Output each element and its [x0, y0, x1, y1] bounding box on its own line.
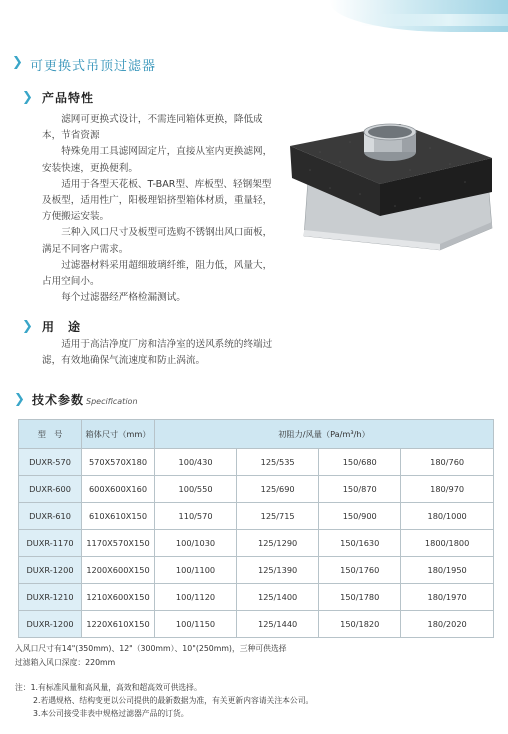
chevron-right-icon: ❯ — [14, 392, 25, 407]
cell-value: 180/760 — [401, 449, 494, 476]
cell-value: 100/550 — [155, 476, 237, 503]
features-text — [42, 112, 278, 306]
header-decoration-swoosh — [360, 14, 508, 26]
cell-value: 150/680 — [319, 449, 401, 476]
cell-size: 1170X570X150 — [82, 530, 155, 557]
table-row — [19, 476, 494, 503]
cell-value: 125/1440 — [237, 611, 319, 638]
note-item: 1.有标准风量和高风量，高效和超高效可供选择。 — [30, 683, 202, 692]
spec-table — [18, 419, 494, 638]
cell-value: 100/1150 — [155, 611, 237, 638]
cell-value: 1800/1800 — [401, 530, 494, 557]
cell-value: 125/715 — [237, 503, 319, 530]
header-resistance: 初阻力/风量（Pa/m³/h） — [155, 420, 494, 449]
table-row — [19, 557, 494, 584]
feature-paragraph: 滤网可更换式设计，不需连同箱体更换，降低成本，节省资源 — [42, 114, 263, 142]
cell-value: 100/1120 — [155, 584, 237, 611]
chevron-right-icon: ❯ — [12, 55, 23, 70]
specs-heading — [32, 391, 138, 408]
cell-size: 1200X600X150 — [82, 557, 155, 584]
feature-paragraph: 三种入风口尺寸及板型可选购不锈钢出风口面板，满足不同客户需求。 — [42, 227, 273, 255]
cell-model: DUXR-570 — [19, 449, 82, 476]
cell-value: 125/1290 — [237, 530, 319, 557]
cell-model: DUXR-600 — [19, 476, 82, 503]
specs-heading-en: Specification — [86, 397, 138, 406]
cell-size: 570X570X180 — [82, 449, 155, 476]
cell-value: 110/570 — [155, 503, 237, 530]
usage-heading: 用 途 — [42, 320, 82, 334]
feature-paragraph: 每个过滤器经严格检漏测试。 — [61, 292, 186, 304]
cell-model: DUXR-1200 — [19, 611, 82, 638]
cell-model: DUXR-1200 — [19, 557, 82, 584]
cell-value: 150/870 — [319, 476, 401, 503]
table-row — [19, 584, 494, 611]
table-row — [19, 503, 494, 530]
chevron-right-icon: ❯ — [22, 90, 33, 105]
cell-model: DUXR-1170 — [19, 530, 82, 557]
notes-section — [15, 682, 202, 694]
notes-label: 注： — [15, 683, 31, 692]
feature-paragraph: 过滤器材料采用超细玻璃纤维，阻力低，风量大，占用空间小。 — [42, 259, 273, 288]
table-header-row — [19, 420, 494, 449]
cell-size: 1220X610X150 — [82, 611, 155, 638]
cell-value: 180/2020 — [401, 611, 494, 638]
table-row — [19, 449, 494, 476]
features-heading: 产品特性 — [42, 91, 95, 105]
cell-value: 180/1000 — [401, 503, 494, 530]
cell-value: 150/1820 — [319, 611, 401, 638]
inlet-note: 入风口尺寸有14"(350mm)、12"（300mm）、10"(250mm)，三种可供选择 — [15, 644, 287, 653]
cell-model: DUXR-1210 — [19, 584, 82, 611]
header-size: 箱体尺寸（mm） — [82, 420, 155, 449]
note-item: 2.若遇规格、结构变更以公司提供的最新数据为准，有关更新内容请关注本公司。 — [33, 696, 314, 705]
chevron-right-icon: ❯ — [22, 319, 33, 334]
header-model: 型 号 — [19, 420, 82, 449]
note-item: 3.本公司接受非表中规格过滤器产品的订货。 — [33, 709, 189, 718]
cell-value: 150/1630 — [319, 530, 401, 557]
cell-value: 100/1100 — [155, 557, 237, 584]
cell-value: 125/690 — [237, 476, 319, 503]
cell-value: 180/1970 — [401, 584, 494, 611]
page-title: 可更换式吊顶过滤器 — [30, 59, 157, 74]
cell-value: 125/1390 — [237, 557, 319, 584]
cell-size: 1210X600X150 — [82, 584, 155, 611]
product-image — [280, 118, 495, 253]
feature-paragraph: 适用于各型天花板、T-BAR型、库板型、轻钢架型及板型，适用性广，阳极理铝挤型箱体材质，重量轻，方便搬运安装。 — [42, 178, 273, 223]
cell-value: 100/1030 — [155, 530, 237, 557]
specs-heading-cn: 技术参数 — [32, 393, 85, 407]
feature-paragraph: 特殊免用工具滤网固定片，直接从室内更换滤网，安装快速，更换便利。 — [42, 146, 273, 174]
cell-value: 125/1400 — [237, 584, 319, 611]
cell-value: 125/535 — [237, 449, 319, 476]
cell-model: DUXR-610 — [19, 503, 82, 530]
table-row — [19, 611, 494, 638]
cell-value: 150/900 — [319, 503, 401, 530]
table-row — [19, 530, 494, 557]
cell-value: 150/1760 — [319, 557, 401, 584]
cell-value: 100/430 — [155, 449, 237, 476]
cell-value: 180/1950 — [401, 557, 494, 584]
usage-text: 适用于高洁净度厂房和洁净室的送风系统的终端过滤，有效地确保气流速度和防止涡流。 — [42, 339, 273, 367]
depth-note: 过滤箱入风口深度：220mm — [15, 658, 116, 667]
cell-size: 600X600X160 — [82, 476, 155, 503]
cell-value: 150/1780 — [319, 584, 401, 611]
cell-value: 180/970 — [401, 476, 494, 503]
cell-size: 610X610X150 — [82, 503, 155, 530]
